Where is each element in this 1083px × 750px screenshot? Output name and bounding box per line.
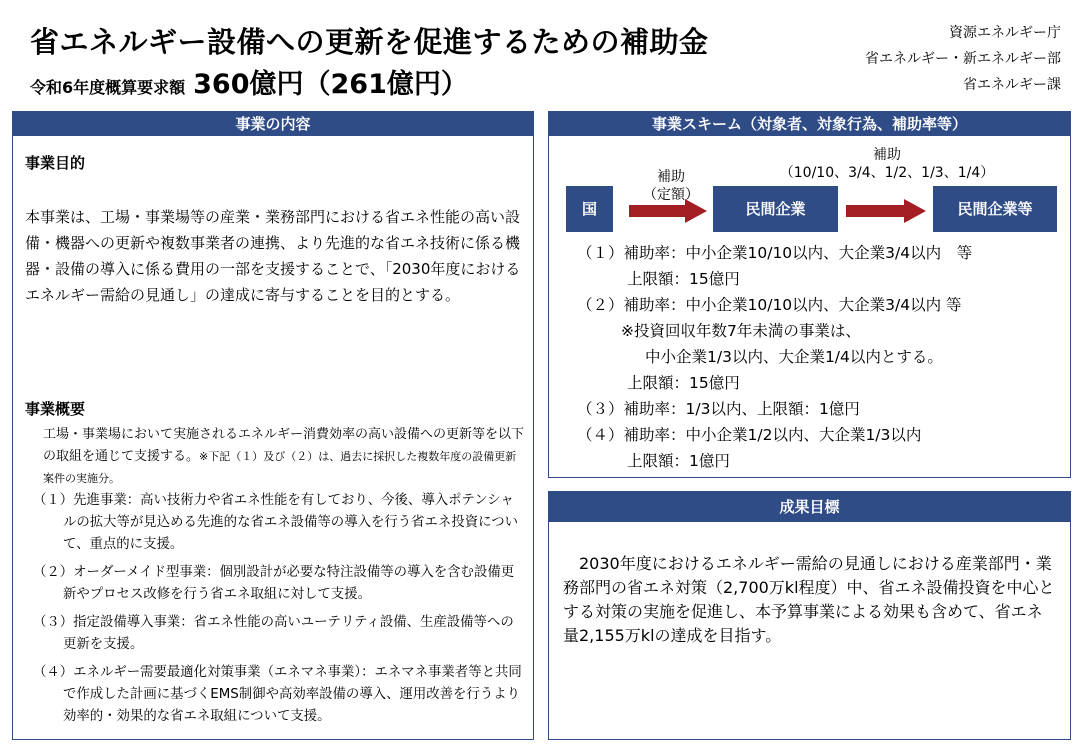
rate-line: （４）補助率：中小企業1/2以内、大企業1/3以内 — [577, 426, 922, 444]
agency-block — [865, 20, 1061, 98]
overview-title: 事業概要 — [25, 400, 86, 418]
overview-item: （４）エネルギー需要最適化対策事業（エネマネ事業）：エネマネ事業者等と共同で作成した計画に基づくEMS制御や高効率設備の導入、運用改善を行うより効率的・効果的な省エネ取組について支援。 — [33, 665, 522, 724]
overview-note: ※下記（１）及び（２）は、過去に採択した複数年度の設備更新案件の実施分。 — [43, 450, 517, 485]
agency-line: 省エネルギー課 — [963, 77, 1061, 93]
subsidy-rate-list — [577, 240, 1057, 474]
purpose-title: 事業目的 — [25, 154, 86, 172]
overview-list — [33, 490, 527, 734]
overview-item: （１）先進事業：高い技術力や省エネ性能を有しており、今後、導入ポテンシャルの拡大等が見込める先進的な省エネ設備等の導入を行う省エネ投資について、重点的に支援。 — [33, 493, 519, 552]
rate-line: ※投資回収年数7年未満の事業は、 — [621, 322, 861, 340]
rate-line: （１）補助率：中小企業10/10以内、大企業3/4以内 等 — [577, 244, 973, 262]
outcome-goal-panel — [548, 491, 1071, 740]
rate-line: 上限額：1億円 — [627, 452, 730, 470]
rate-line: 上限額：15億円 — [627, 374, 740, 392]
rate-line: 中小企業1/3以内、大企業1/4以内とする。 — [645, 348, 943, 366]
overview-intro — [43, 424, 527, 490]
entity-box-private-company: 民間企業 — [713, 186, 838, 232]
overview-item: （２）オーダーメイド型事業：個別設計が必要な特注設備等の導入を含む設備更新やプロセス改修を行う省エネ取組に対して支援。 — [33, 565, 515, 602]
entity-box-government: 国 — [566, 186, 613, 232]
subsidy-fixed-label: 補助 （定額） — [643, 169, 699, 203]
budget-line — [30, 62, 468, 101]
purpose-text: 本事業は、工場・事業場等の産業・業務部門における省エネ性能の高い設備・機器への更新や複数事業者の連携、より先進的な省エネ技術に係る機器・設備の導入に係る費用の一部を支援することで、「2030年度におけるエネルギー需給の見通し」の達成に寄与することを目的とする。 — [25, 208, 521, 304]
budget-amount: 360億円（261億円） — [193, 69, 468, 100]
agency-line: 省エネルギー・新エネルギー部 — [865, 51, 1061, 67]
agency-line: 資源エネルギー庁 — [949, 25, 1061, 41]
entity-box-private-companies-etc: 民間企業等 — [933, 186, 1057, 232]
rate-line: （２）補助率：中小企業10/10以内、大企業3/4以内 等 — [577, 296, 962, 314]
panel-heading: 成果目標 — [549, 492, 1070, 522]
business-content-panel — [12, 111, 534, 740]
panel-heading: 事業の内容 — [13, 112, 533, 136]
rate-line: （３）補助率：1/3以内、上限額：1億円 — [577, 400, 860, 418]
overview-item: （３）指定設備導入事業：省エネ性能の高いユーテリティ設備、生産設備等への更新を支援。 — [33, 615, 514, 652]
rate-line: 上限額：15億円 — [627, 270, 740, 288]
subsidy-rate-label: 補助 （10/10、3/4、1/2、1/3、1/4） — [779, 147, 995, 181]
budget-label: 令和6年度概算要求額 — [30, 78, 186, 97]
overview-intro-text: 工場・事業場において実施されるエネルギー消費効率の高い設備への更新等を以下の取組を通じて支援する。 — [43, 427, 525, 464]
scheme-panel — [548, 111, 1071, 478]
panel-heading: 事業スキーム（対象者、対象行為、補助率等） — [549, 112, 1070, 136]
page-title: 省エネルギー設備への更新を促進するための補助金 — [30, 25, 709, 59]
outcome-goal-text: 2030年度におけるエネルギー需給の見通しにおける産業部門・業務部門の省エネ対策（2,700万kl程度）中、省エネ設備投資を中心とする対策の実施を促進し、本予算事業による効果も含めて、省エネ量2,155万klの達成を目指す。 — [563, 554, 1055, 645]
arrow-right-icon — [846, 199, 926, 223]
